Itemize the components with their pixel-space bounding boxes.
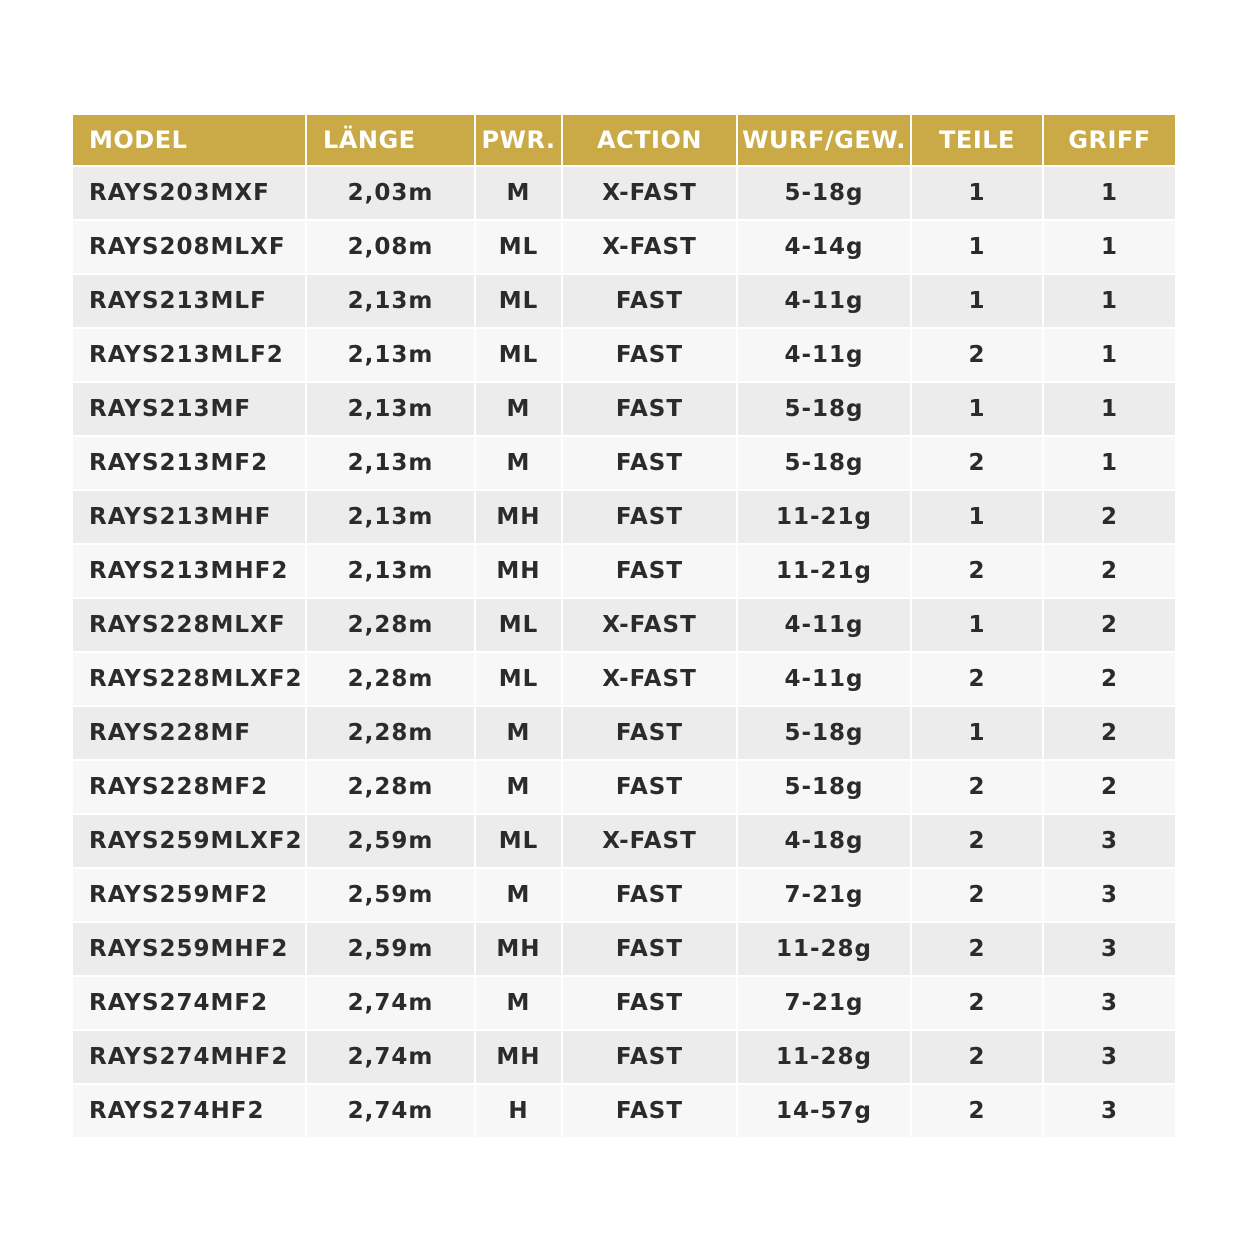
cell-power: MH [475,490,562,544]
cell-sections: 1 [911,220,1043,274]
cell-handle: 3 [1043,922,1175,976]
cell-length: 2,13m [306,382,475,436]
cell-length: 2,59m [306,868,475,922]
cell-casting-weight: 4-18g [737,814,911,868]
table-row [73,706,1175,760]
cell-sections: 1 [911,274,1043,328]
cell-sections: 1 [911,598,1043,652]
cell-handle: 3 [1043,1030,1175,1084]
cell-casting-weight: 14-57g [737,1084,911,1138]
cell-casting-weight: 11-21g [737,490,911,544]
table-row [73,652,1175,706]
header-power: PWR. [475,115,562,166]
cell-casting-weight: 5-18g [737,382,911,436]
cell-casting-weight: 4-11g [737,598,911,652]
cell-sections: 2 [911,436,1043,490]
cell-casting-weight: 11-21g [737,544,911,598]
cell-action: FAST [562,1084,737,1138]
cell-length: 2,28m [306,598,475,652]
cell-model: RAYS228MF2 [73,760,306,814]
cell-action: FAST [562,706,737,760]
cell-power: M [475,706,562,760]
cell-length: 2,13m [306,490,475,544]
table-row [73,1084,1175,1138]
cell-model: RAYS259MF2 [73,868,306,922]
cell-length: 2,13m [306,274,475,328]
cell-power: M [475,436,562,490]
cell-casting-weight: 4-11g [737,328,911,382]
cell-model: RAYS259MLXF2 [73,814,306,868]
cell-handle: 1 [1043,166,1175,220]
cell-model: RAYS274HF2 [73,1084,306,1138]
spec-table [73,115,1175,1139]
cell-sections: 1 [911,166,1043,220]
cell-handle: 2 [1043,652,1175,706]
cell-power: M [475,976,562,1030]
cell-power: ML [475,598,562,652]
cell-handle: 1 [1043,274,1175,328]
cell-casting-weight: 5-18g [737,760,911,814]
cell-power: M [475,382,562,436]
table-row [73,436,1175,490]
cell-model: RAYS208MLXF [73,220,306,274]
table-row [73,274,1175,328]
cell-sections: 2 [911,1084,1043,1138]
cell-handle: 3 [1043,976,1175,1030]
cell-handle: 3 [1043,814,1175,868]
cell-model: RAYS213MF [73,382,306,436]
cell-length: 2,13m [306,436,475,490]
cell-action: FAST [562,1030,737,1084]
table-row [73,598,1175,652]
cell-handle: 1 [1043,436,1175,490]
cell-casting-weight: 5-18g [737,166,911,220]
cell-length: 2,13m [306,328,475,382]
cell-power: ML [475,652,562,706]
cell-sections: 2 [911,544,1043,598]
cell-model: RAYS213MF2 [73,436,306,490]
table-row [73,814,1175,868]
cell-handle: 3 [1043,1084,1175,1138]
cell-power: MH [475,922,562,976]
cell-casting-weight: 5-18g [737,436,911,490]
cell-length: 2,13m [306,544,475,598]
cell-casting-weight: 4-14g [737,220,911,274]
table-row [73,490,1175,544]
cell-model: RAYS274MF2 [73,976,306,1030]
cell-action: X-FAST [562,598,737,652]
table-row [73,166,1175,220]
cell-length: 2,74m [306,1084,475,1138]
cell-length: 2,74m [306,976,475,1030]
table-header-row [73,115,1175,166]
cell-power: H [475,1084,562,1138]
cell-power: M [475,868,562,922]
cell-action: X-FAST [562,166,737,220]
cell-action: FAST [562,490,737,544]
cell-power: ML [475,328,562,382]
cell-handle: 2 [1043,760,1175,814]
cell-sections: 1 [911,382,1043,436]
cell-handle: 2 [1043,706,1175,760]
table-row [73,328,1175,382]
header-sections: TEILE [911,115,1043,166]
cell-power: M [475,760,562,814]
cell-sections: 2 [911,814,1043,868]
header-handle: GRIFF [1043,115,1175,166]
cell-sections: 2 [911,652,1043,706]
cell-model: RAYS213MHF2 [73,544,306,598]
cell-action: X-FAST [562,220,737,274]
table-row [73,976,1175,1030]
table-row [73,382,1175,436]
cell-model: RAYS274MHF2 [73,1030,306,1084]
cell-model: RAYS203MXF [73,166,306,220]
cell-length: 2,74m [306,1030,475,1084]
cell-sections: 2 [911,760,1043,814]
cell-casting-weight: 11-28g [737,1030,911,1084]
cell-action: FAST [562,544,737,598]
cell-sections: 2 [911,868,1043,922]
cell-model: RAYS213MLF2 [73,328,306,382]
header-casting-weight: WURF/GEW. [737,115,911,166]
cell-action: FAST [562,760,737,814]
cell-length: 2,28m [306,652,475,706]
cell-handle: 2 [1043,490,1175,544]
header-length: LÄNGE [306,115,475,166]
cell-model: RAYS259MHF2 [73,922,306,976]
cell-length: 2,59m [306,814,475,868]
header-action: ACTION [562,115,737,166]
cell-casting-weight: 7-21g [737,868,911,922]
header-model: MODEL [73,115,306,166]
cell-action: FAST [562,868,737,922]
cell-action: FAST [562,922,737,976]
cell-model: RAYS228MLXF [73,598,306,652]
cell-casting-weight: 7-21g [737,976,911,1030]
table-row [73,544,1175,598]
cell-power: ML [475,274,562,328]
cell-length: 2,59m [306,922,475,976]
cell-sections: 2 [911,922,1043,976]
cell-action: X-FAST [562,814,737,868]
cell-handle: 2 [1043,598,1175,652]
cell-power: MH [475,544,562,598]
cell-action: X-FAST [562,652,737,706]
cell-length: 2,28m [306,760,475,814]
table-row [73,922,1175,976]
cell-sections: 2 [911,1030,1043,1084]
cell-handle: 3 [1043,868,1175,922]
cell-handle: 1 [1043,382,1175,436]
cell-power: ML [475,220,562,274]
cell-handle: 2 [1043,544,1175,598]
cell-model: RAYS228MLXF2 [73,652,306,706]
cell-action: FAST [562,382,737,436]
cell-sections: 1 [911,706,1043,760]
cell-model: RAYS228MF [73,706,306,760]
cell-power: M [475,166,562,220]
table-row [73,220,1175,274]
cell-model: RAYS213MLF [73,274,306,328]
table-row [73,760,1175,814]
cell-model: RAYS213MHF [73,490,306,544]
cell-length: 2,03m [306,166,475,220]
cell-casting-weight: 4-11g [737,274,911,328]
cell-power: MH [475,1030,562,1084]
cell-casting-weight: 11-28g [737,922,911,976]
cell-sections: 2 [911,328,1043,382]
table-body [73,166,1175,1138]
cell-power: ML [475,814,562,868]
cell-length: 2,08m [306,220,475,274]
cell-casting-weight: 4-11g [737,652,911,706]
cell-handle: 1 [1043,220,1175,274]
table-row [73,1030,1175,1084]
cell-casting-weight: 5-18g [737,706,911,760]
cell-sections: 2 [911,976,1043,1030]
table-row [73,868,1175,922]
cell-action: FAST [562,328,737,382]
cell-handle: 1 [1043,328,1175,382]
cell-sections: 1 [911,490,1043,544]
cell-action: FAST [562,436,737,490]
cell-action: FAST [562,976,737,1030]
cell-action: FAST [562,274,737,328]
cell-length: 2,28m [306,706,475,760]
